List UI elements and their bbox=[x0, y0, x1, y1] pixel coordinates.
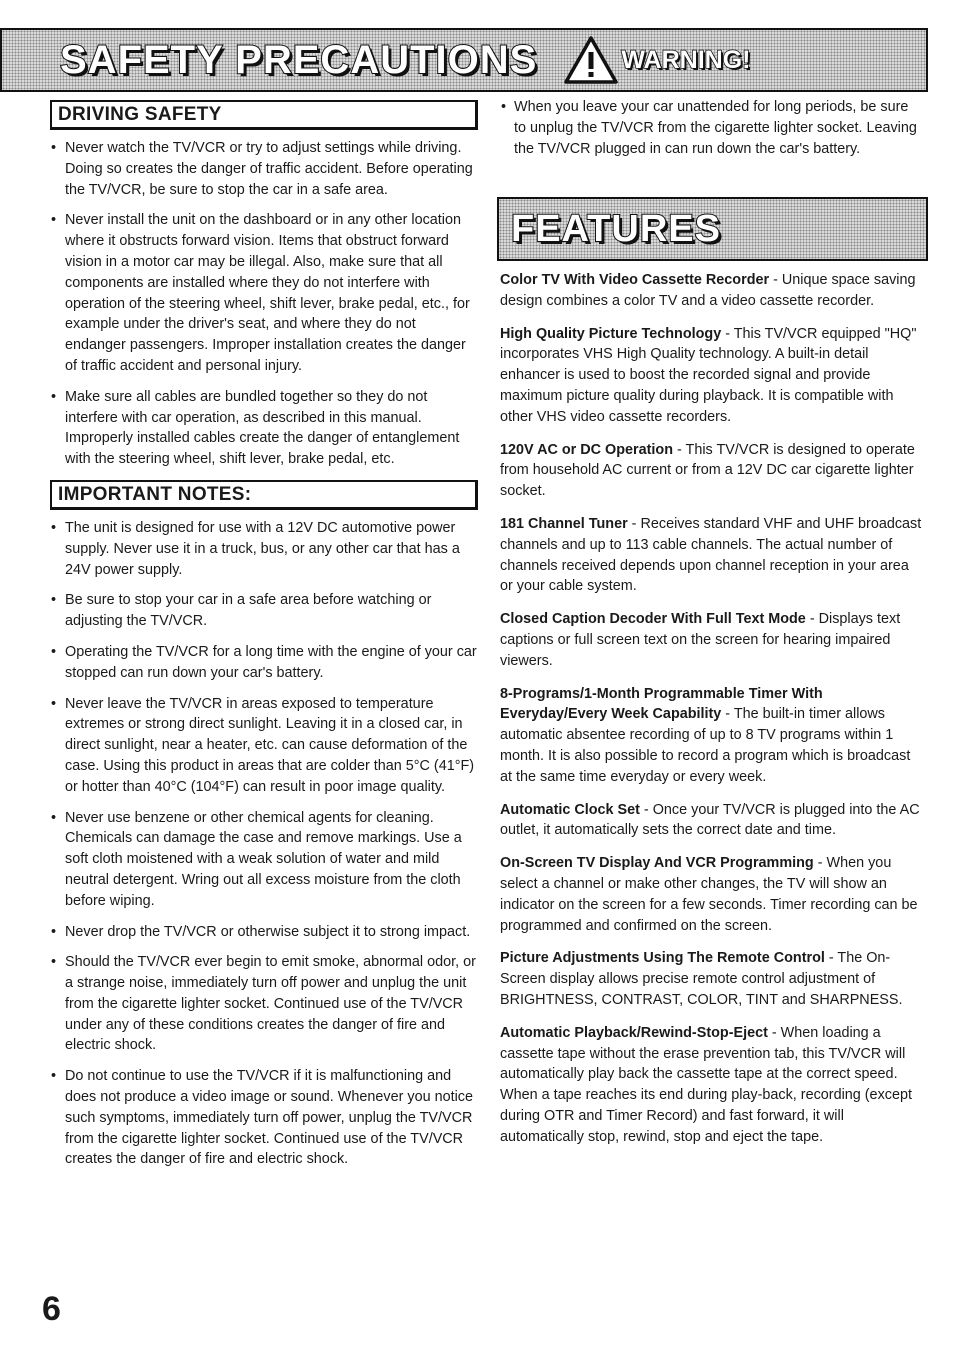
list-item: • Do not continue to use the TV/VCR if it is malfunctioning and does not produce a video image or sound. Whenever you notice such symptoms, immediately turn off power, unplug the TV/VCR from the cigarette lighter socket. Continued use of the TV/VCR creates the danger of fire and electric shock. bbox=[50, 1066, 478, 1170]
feature-title: Color TV With Video Cassette Recorder bbox=[500, 272, 770, 288]
list-item: • Operating the TV/VCR for a long time with the engine of your car stopped can run down your car's battery. bbox=[50, 642, 478, 684]
feature-title: Automatic Playback/Rewind-Stop-Eject bbox=[500, 1024, 768, 1041]
feature-title: Picture Adjustments Using The Remote Control bbox=[500, 950, 825, 967]
page-title: SAFETY PRECAUTIONS bbox=[60, 37, 538, 82]
feature-item bbox=[500, 324, 924, 428]
feature-item bbox=[500, 514, 924, 597]
feature-item bbox=[500, 684, 924, 788]
list-item: • Never watch the TV/VCR or try to adjust settings while driving. Doing so creates the danger of traffic accident. Before operating the TV/VCR, be sure to stop the car in a safe area. bbox=[50, 138, 478, 200]
list-item: • Never leave the TV/VCR in areas exposed to temperature extremes or strong direct sunlight. Leaving it in a closed car, in direct sunlight, near a heater, etc. can cause deformation of the case. Using this product in areas that are colder than 5°C (41°F) or hotter than 40°C (104°F) can result in poor image quality. bbox=[50, 694, 478, 798]
feature-item bbox=[500, 948, 924, 1010]
feature-title: Closed Caption Decoder With Full Text Mode bbox=[500, 611, 806, 628]
driving-safety-heading: DRIVING SAFETY bbox=[50, 100, 478, 130]
feature-item bbox=[500, 270, 924, 312]
feature-title: On-Screen TV Display And VCR Programming bbox=[500, 855, 814, 872]
feature-item bbox=[500, 853, 924, 936]
right-column bbox=[500, 97, 924, 179]
feature-text: - Displays text captions or full screen text on the screen for hearing impaired viewers. bbox=[500, 611, 901, 669]
feature-text: - This TV/VCR equipped "HQ" incorporates VHS High Quality technology. A built-in detail enhancer is used to boost the recorded signal and provide maximum picture quality during playback. It is compatible with other VHS video cassette recorders. bbox=[500, 325, 917, 425]
feature-item bbox=[500, 609, 924, 671]
feature-item bbox=[500, 440, 924, 502]
list-item: • Should the TV/VCR ever begin to emit smoke, abnormal odor, or a strange noise, immediately turn off power and unplug the unit from the cigarette lighter socket. Continued use of the TV/VCR under any of these conditions creates the danger of fire and electric shock. bbox=[50, 952, 478, 1056]
features-list bbox=[500, 270, 924, 1159]
page-number: 6 bbox=[42, 1290, 61, 1328]
important-notes-heading: IMPORTANT NOTES: bbox=[50, 480, 478, 510]
feature-text: - Receives standard VHF and UHF broadcast channels and up to 113 cable channels. The actual number of channels received depends upon channel reception in your area or your cable system. bbox=[500, 515, 922, 595]
list-item: • When you leave your car unattended for long periods, be sure to unplug the TV/VCR from the cigarette lighter socket. Leaving the TV/VCR plugged in can run down the car's battery. bbox=[500, 97, 924, 159]
feature-title: 120V AC or DC Operation bbox=[500, 441, 673, 458]
feature-text: - This TV/VCR is designed to operate from household AC current or from a 12V DC car cigarette lighter socket. bbox=[500, 441, 915, 500]
feature-item bbox=[500, 1023, 924, 1148]
feature-text: - When loading a cassette tape without the erase prevention tab, this TV/VCR will automatically play back the cassette tape at the correct speed. When a tape reaches its end during play-back, recording (except during OTR and Timer Record) and fast forward, it will automatically stop, rewind, stop and eject the tape. bbox=[500, 1024, 912, 1145]
feature-title: High Quality Picture Technology bbox=[500, 325, 722, 342]
feature-text: - Unique space saving design combines a color TV and a video cassette recorder. bbox=[500, 272, 916, 309]
important-notes-list bbox=[50, 518, 478, 1170]
warning-label-group bbox=[563, 35, 750, 85]
feature-item bbox=[500, 800, 924, 842]
list-item: • Never use benzene or other chemical agents for cleaning. Chemicals can damage the case and remove markings. Use a soft cloth moistened with a weak solution of water and mild neutral detergent. Wring out all excess moisture from the cloth before wiping. bbox=[50, 808, 478, 912]
left-column bbox=[50, 100, 478, 1180]
feature-title: Automatic Clock Set bbox=[500, 801, 640, 818]
feature-text: - The built-in timer allows automatic absentee recording of up to 8 TV programs within 1 month. It is also possible to record a program which is broadcast at the same time everyday or every week. bbox=[500, 706, 911, 785]
list-item: • Never install the unit on the dashboard or in any other location where it obstructs forward vision. Items that obstruct forward vision in a motor car may be illegal. Also, make sure that all components are installed where they do not interfere with operation of the steering wheel, shift lever, brake pedal, etc., for example under the driver's seat, and where they do not endanger passengers. Improper installation creates the danger of traffic accident and personal injury. bbox=[50, 210, 478, 376]
list-item: • The unit is designed for use with a 12V DC automotive power supply. Never use it in a truck, bus, or any other car that has a 24V power supply. bbox=[50, 518, 478, 580]
features-heading: FEATURES bbox=[511, 207, 721, 250]
battery-note-list bbox=[500, 97, 924, 159]
warning-triangle-icon bbox=[563, 35, 619, 85]
list-item: • Never drop the TV/VCR or otherwise subject it to strong impact. bbox=[50, 922, 478, 943]
warning-label: WARNING! bbox=[621, 45, 751, 74]
feature-text: - The On-Screen display allows precise remote control adjustment of BRIGHTNESS, CONTRAST, COLOR, TINT and SHARPNESS. bbox=[500, 950, 903, 1008]
driving-safety-list bbox=[50, 138, 478, 470]
list-item: • Be sure to stop your car in a safe area before watching or adjusting the TV/VCR. bbox=[50, 590, 478, 632]
feature-text: - When you select a channel or make other changes, the TV will show an indicator on the screen for a few seconds. Timer recording can be programmed and confirmed on the screen. bbox=[500, 855, 918, 934]
feature-text: - Once your TV/VCR is plugged into the AC outlet, it automatically sets the correct date and time. bbox=[500, 801, 920, 839]
list-item: • Make sure all cables are bundled together so they do not interfere with car operation, as described in this manual. Improperly installed cables create the danger of entanglement with the steering wheel, shift lever, brake pedal, etc. bbox=[50, 387, 478, 470]
feature-title: 8-Programs/1-Month Programmable Timer With Everyday/Every Week Capability bbox=[500, 685, 823, 723]
features-banner bbox=[497, 197, 928, 261]
feature-title: 181 Channel Tuner bbox=[500, 515, 628, 532]
safety-precautions-banner bbox=[0, 28, 928, 92]
